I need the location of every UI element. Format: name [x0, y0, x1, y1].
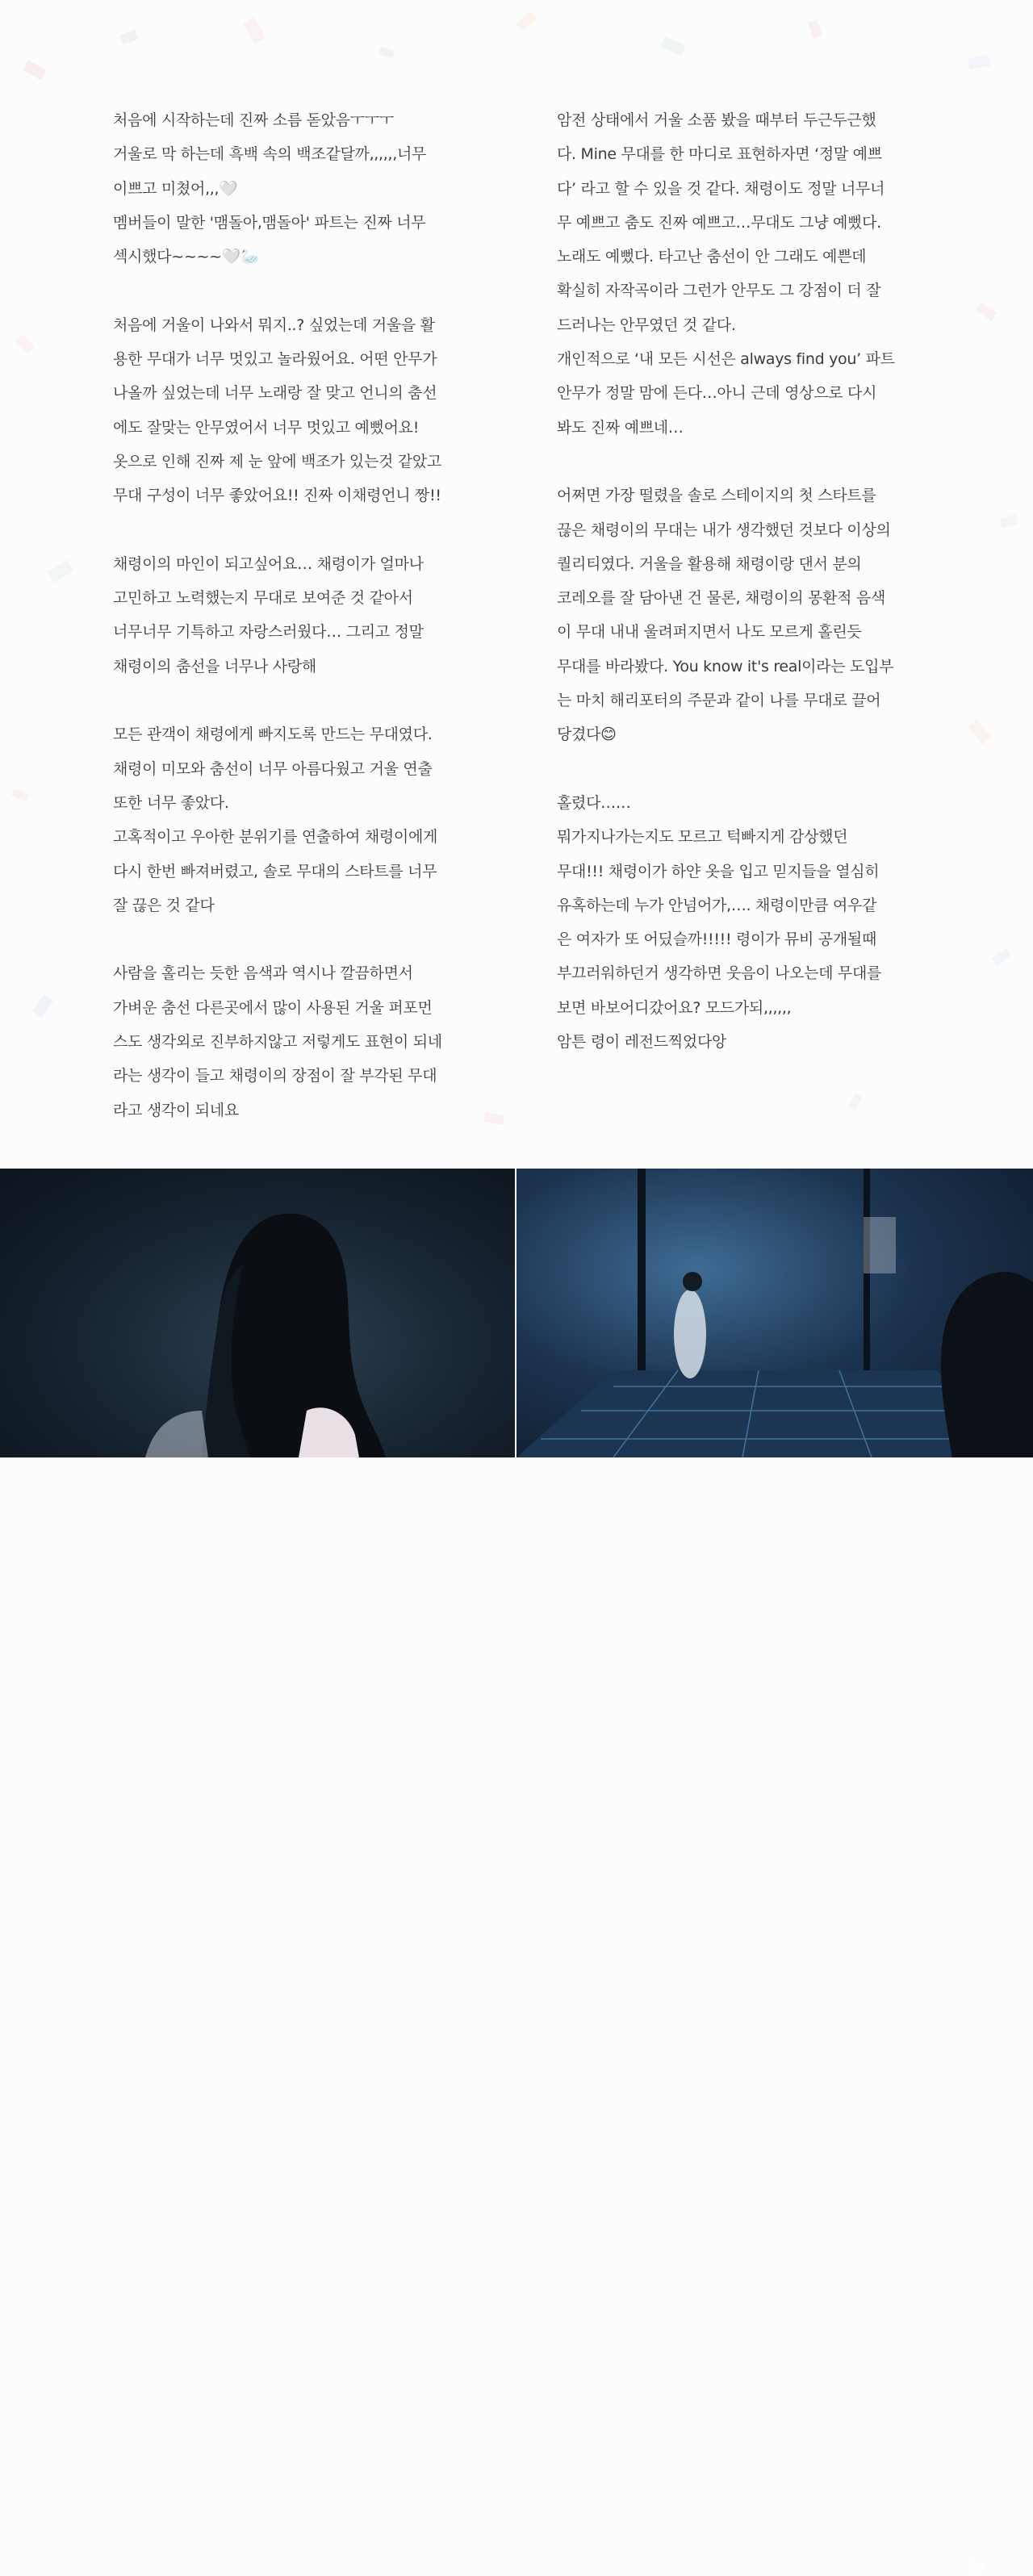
stage-illustration — [516, 1169, 1033, 1457]
comment-paragraph: 홀렸다…… 뭐가지나가는지도 모르고 턱빠지게 감상했던 무대!!! 채령이가 하얀 옷을 입고 믿지들을 열심히 유혹하는데 누가 안넘어가,…. 채령이만큼 여우같 은 여자가 또 어딨슬까!!!!! 령이가 뮤비 공개될때 부끄러워하던거 생각하면 웃음이 나오는데 무대를 보면 바보어디갔어요? 모드가되,,,,,, 암튼 령이 레전드찍었다앙 — [557, 793, 882, 1052]
comment-paragraph: 암전 상태에서 거울 소품 봤을 때부터 두근두근했 다. Mine 무대를 한 마디로 표현하자면 ‘정말 예쁘 다’ 라고 할 수 있을 것 같다. 채령이도 정말 너무너 무 예쁘고 춤도 진짜 예쁘고…무대도 그냥 예뻤다. 노래도 예뻤다. 타고난 춤선이 안 그래도 예쁜데 확실히 자작곡이라 그런가 안무도 그 강점이 더 잘 드러나는 안무였던 것 같다. 개인적으로 ‘내 모든 시선은 always find you’ 파트 안무가 정말 맘에 든다…아니 근데 영상으로 다시 봐도 진짜 예쁘네… — [557, 111, 895, 437]
performer-back-illustration — [0, 1169, 515, 1457]
stage-mirror-photo — [516, 1169, 1033, 1457]
comment-paragraph: 모든 관객이 채령에게 빠지도록 만드는 무대였다. 채령이 미모와 춤선이 너무 아름다웠고 거울 연출 또한 너무 좋았다. 고혹적이고 우아한 분위기를 연출하여 채령이에게 다시 한번 빠져버렸고, 솔로 무대의 스타트를 너무 잘 끊은 것 같다 — [113, 726, 438, 914]
right-text-column — [557, 103, 922, 1059]
comment-paragraph: 채령이의 마인이 되고싶어요… 채령이가 얼마나 고민하고 노력했는지 무대로 보여준 것 같아서 너무너무 기특하고 자랑스러웠다… 그리고 정말 채령이의 춤선을 너무나 사랑해 — [113, 554, 424, 675]
performer-back-photo — [0, 1169, 515, 1457]
comment-paragraph: 처음에 거울이 나와서 뭐지..? 싶었는데 거울을 활 용한 무대가 너무 멋있고 놀라웠어요. 어떤 안무가 나올까 싶었는데 너무 노래랑 잘 맞고 언니의 춤선 에도 잘맞는 안무였어서 너무 멋있고 예뻤어요! 옷으로 인해 진짜 제 눈 앞에 백조가 있는것 같았고 무대 구성이 너무 좋았어요!! 진짜 이채령언니 짱!! — [113, 316, 441, 505]
page-number: 29 — [968, 2560, 985, 2576]
comment-paragraph: 처음에 시작하는데 진짜 소름 돋았음ㅜㅜㅜ 거울로 막 하는데 흑백 속의 백조같달까,,,,,,너무 이쁘고 미쳤어,,,🤍 멤버들이 말한 '맴돌아,맴돌아' 파트는 진짜 너무 섹시했다~~~~🤍🦢 — [113, 111, 427, 266]
comment-paragraph: 사람을 홀리는 듯한 음색과 역시나 깔끔하면서 가벼운 춤선 다른곳에서 많이 사용된 거울 퍼포먼 스도 생각외로 진부하지않고 저렇게도 표현이 되네 라는 생각이 들고 채령이의 장점이 잘 부각된 무대 라고 생각이 되네요 — [113, 964, 442, 1119]
left-text-column — [113, 103, 478, 1127]
comment-paragraph: 어쩌면 가장 떨렸을 솔로 스테이지의 첫 스타트를 끊은 채령이의 무대는 내가 생각했던 것보다 이상의 퀄리티였다. 거울을 활용해 채령이랑 댄서 분의 코레오를 잘 담아낸 건 물론, 채령이의 몽환적 음색 이 무대 내내 울려퍼지면서 나도 모르게 홀린듯 무대를 바라봤다. You know it's real이라는 도입부 는 마치 해리포터의 주문과 같이 나를 무대로 끌어 당겼다😊 — [557, 487, 894, 744]
photo-strip — [0, 1169, 1033, 2576]
